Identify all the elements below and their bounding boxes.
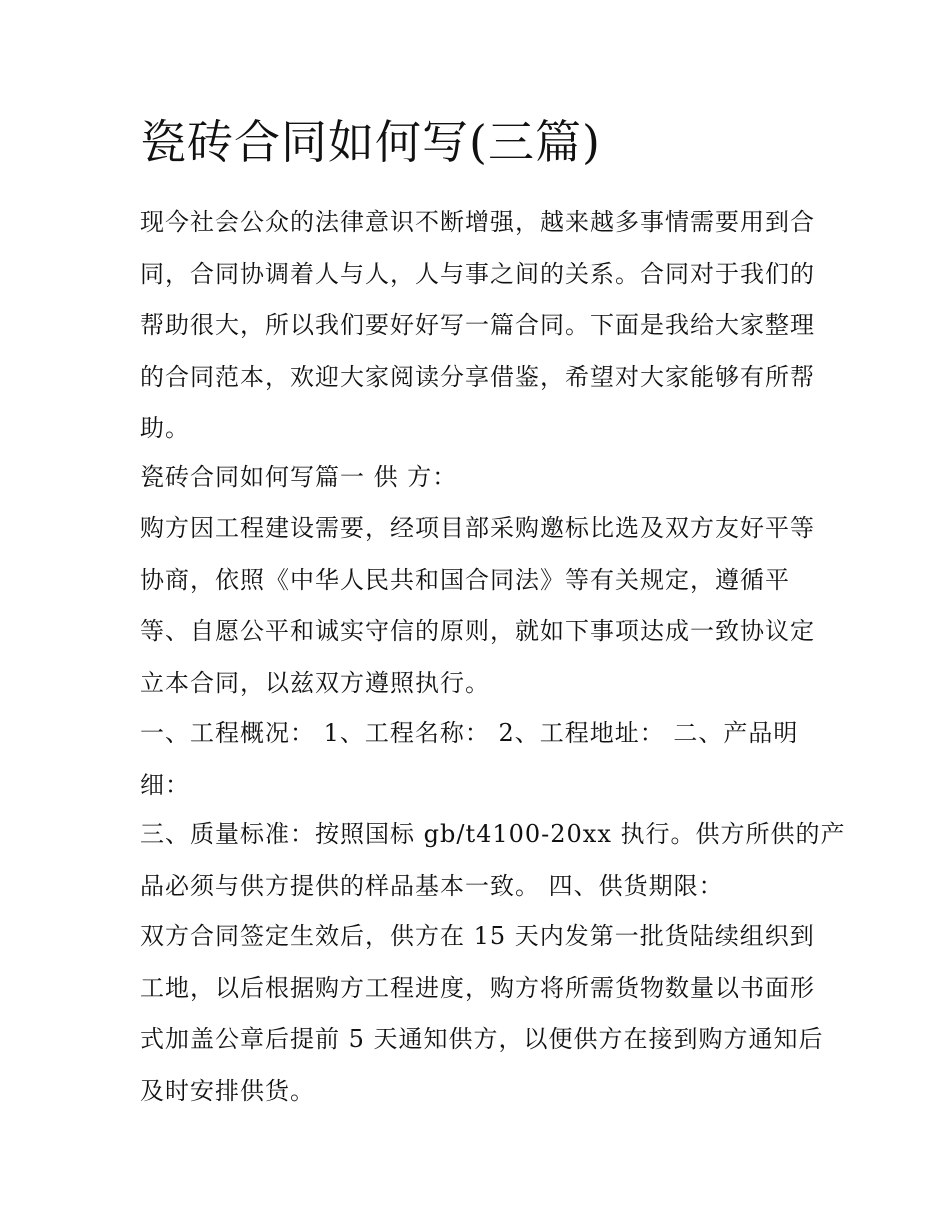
paragraph-preamble <box>140 503 820 709</box>
document-title: 瓷砖合同如何写(三篇) <box>140 115 601 169</box>
paragraph-line: 购方因工程建设需要，经项目部采购邀标比选及双方友好平等 <box>140 514 815 542</box>
section-heading-one <box>140 452 820 504</box>
paragraph-line: 帮助很大，所以我们要好好写一篇合同。下面是我给大家整理 <box>140 311 815 339</box>
paragraph-line: 品必须与供方提供的样品基本一致。 四、供货期限： <box>140 871 724 900</box>
paragraph-line: 等、自愿公平和诚实守信的原则，就如下事项达成一致协议定 <box>140 617 815 645</box>
paragraph-line: 双方合同签定生效后，供方在 15 天内发第一批货陆续组织到 <box>140 922 815 950</box>
paragraph-delivery-period <box>140 911 824 1117</box>
paragraph-line: 的合同范本，欢迎大家阅读分享借鉴，希望对大家能够有所帮 <box>140 362 815 391</box>
paragraph-quality-standard <box>140 809 846 912</box>
paragraph-line: 立本合同，以兹双方遵照执行。 <box>140 668 490 697</box>
paragraph-intro <box>140 197 820 455</box>
paragraph-line: 协商，依照《中华人民共和国合同法》等有关规定，遵循平 <box>140 565 790 594</box>
paragraph-project-overview <box>140 708 820 811</box>
paragraph-line: 细： <box>140 770 190 799</box>
paragraph-line: 式加盖公章后提前 5 天通知供方，以便供方在接到购方通知后 <box>140 1025 824 1053</box>
paragraph-line: 同，合同协调着人与人，人与事之间的关系。合同对于我们的 <box>140 259 815 288</box>
paragraph-line: 三、质量标准：按照国标 gb/t4100-20xx 执行。供方所供的产 <box>140 820 846 848</box>
paragraph-line: 瓷砖合同如何写篇一 供 方： <box>140 463 458 491</box>
paragraph-line: 助。 <box>140 414 190 442</box>
paragraph-line: 及时安排供货。 <box>140 1076 315 1105</box>
paragraph-line: 工地，以后根据购方工程进度，购方将所需货物数量以书面形 <box>140 973 815 1002</box>
paragraph-line: 现今社会公众的法律意识不断增强，越来越多事情需要用到合 <box>140 208 815 236</box>
paragraph-line: 一、工程概况： 1、工程名称： 2、工程地址： 二、产品明 <box>140 719 799 747</box>
